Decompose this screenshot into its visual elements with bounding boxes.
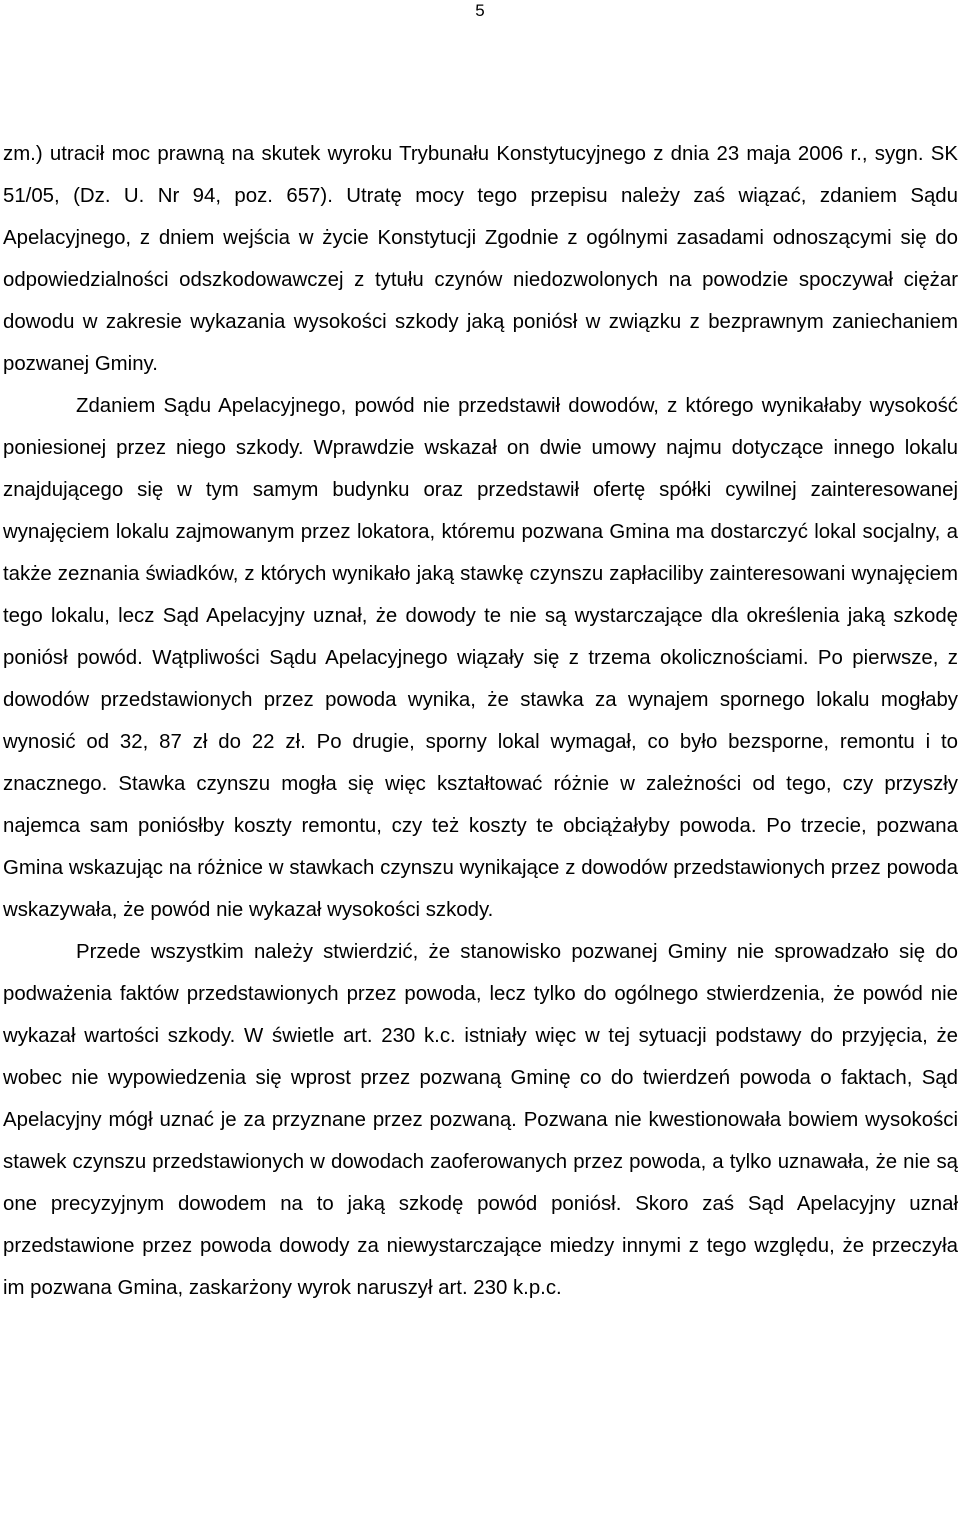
paragraph-2: Zdaniem Sądu Apelacyjnego, powód nie przedstawił dowodów, z którego wynikałaby wysokość poniesionej przez niego szkody. Wprawdzie wskazał on dwie umowy najmu dotyczące innego lokalu znajdującego się w tym samym budynku oraz przedstawił ofertę spółki cywilnej zainteresowanej wynajęciem lokalu zajmowanym przez lokatora, któremu pozwana Gmina ma dostarczyć lokal socjalny, a także zeznania świadków, z których wynikało jaką stawkę czynszu zapłaciliby zainteresowani wynajęciem tego lokalu, lecz Sąd Apelacyjny uznał, że dowody te nie są wystarczające dla określenia jaką szkodę poniósł powód. Wątpliwości Sądu Apelacyjnego wiązały się z trzema okolicznościami. Po pierwsze, z dowodów przedstawionych przez powoda wynika, że stawka za wynajem spornego lokalu mogłaby wynosić od 32, 87 zł do 22 zł. Po drugie, sporny lokal wymagał, co było bezsporne, remontu i to znacznego. Stawka czynszu mogła się więc kształtować różnie w zależności od tego, czy przyszły najemca sam poniósłby koszty remontu, czy też koszty te obciążałyby powoda. Po trzecie, pozwana Gmina wskazując na różnice w stawkach czynszu wynikające z dowodów przedstawionych przez powoda wskazywała, że powód nie wykazał wysokości szkody. (3, 395, 958, 921)
page-number: 5 (475, 1, 485, 20)
paragraph-3: Przede wszystkim należy stwierdzić, że stanowisko pozwanej Gminy nie sprowadzało się do podważenia faktów przedstawionych przez powoda, lecz tylko do ogólnego stwierdzenia, że powód nie wykazał wartości szkody. W świetle art. 230 k.c. istniały więc w tej sytuacji podstawy do przyjęcia, że wobec nie wypowiedzenia się wprost przez pozwaną Gminę co do twierdzeń powoda o faktach, Sąd Apelacyjny mógł uznać je za przyznane przez pozwaną. Pozwana nie kwestionowała bowiem wysokości stawek czynszu przedstawionych w dowodach zaoferowanych przez powoda, a tylko uznawała, że nie są one precyzyjnym dowodem na to jaką szkodę powód poniósł. Skoro zaś Sąd Apelacyjny uznał przedstawione przez powoda dowody za niewystarczające miedzy innymi z tego względu, że przeczyła im pozwana Gmina, zaskarżony wyrok naruszył art. 230 k.p.c. (3, 941, 958, 1299)
paragraph-1: zm.) utracił moc prawną na skutek wyroku Trybunału Konstytucyjnego z dnia 23 maja 2006 r., sygn. SK 51/05, (Dz. U. Nr 94, poz. 657). Utratę mocy tego przepisu należy zaś wiązać, zdaniem Sądu Apelacyjnego, z dniem wejścia w życie Konstytucji Zgodnie z ogólnymi zasadami odnoszącymi się do odpowiedzialności odszkodowawczej z tytułu czynów niedozwolonych na powodzie spoczywał ciężar dowodu w zakresie wykazania wysokości szkody jaką poniósł w związku z bezprawnym zaniechaniem pozwanej Gminy. (3, 143, 958, 375)
document-body (3, 133, 958, 1309)
